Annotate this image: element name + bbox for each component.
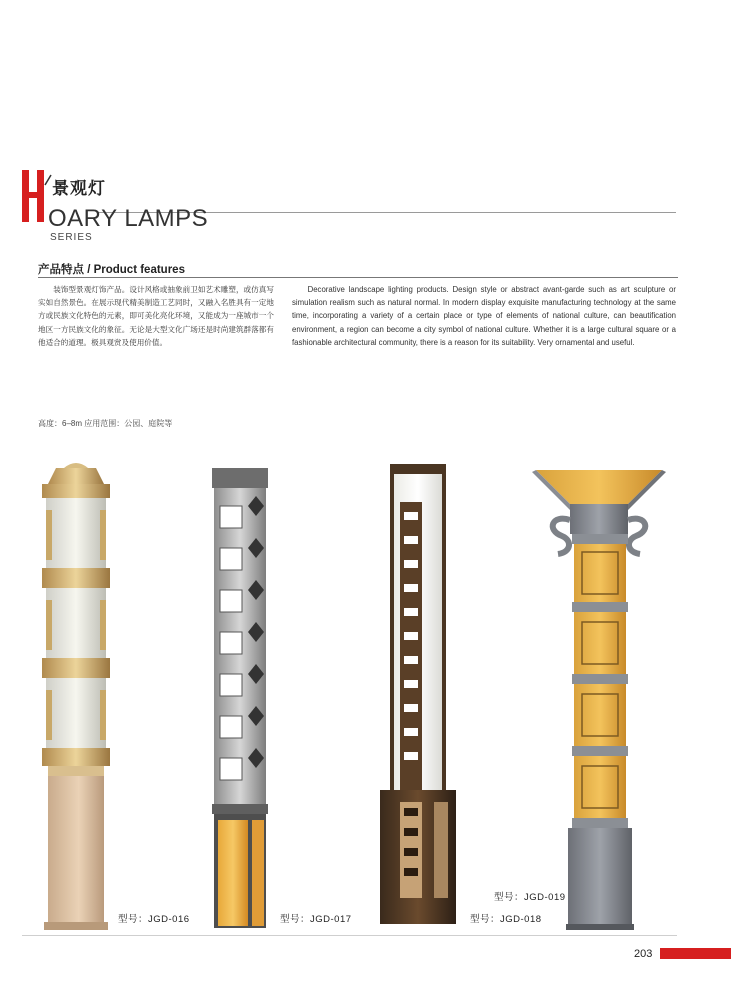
spec-line: 高度：6–8m 应用范围：公园、庭院等 bbox=[38, 419, 173, 428]
page-number: 203 bbox=[634, 948, 653, 960]
lamp-jgd-019-image bbox=[532, 460, 672, 932]
lamp-model-label: 型号：JGD-018 bbox=[470, 914, 542, 925]
section-subtitle: SERIES bbox=[50, 232, 93, 243]
page-accent-bar bbox=[660, 948, 731, 959]
section-title-en: OARY LAMPS bbox=[48, 205, 209, 232]
lamp-jgd-018-image bbox=[378, 462, 462, 926]
section-title-zh: 景观灯 bbox=[52, 179, 106, 198]
footer-divider bbox=[22, 935, 677, 936]
lamp-jgd-017-image bbox=[208, 466, 272, 932]
lamp-model-label: 型号：JGD-017 bbox=[280, 914, 352, 925]
features-text-zh: 装饰型景观灯饰产品。设计风格或抽象前卫如艺术雕塑，或仿真写实如自然景色。在展示现代精美制造工艺同时，又融入名胜具有一定地方或民族文化特色的元素，即可美化亮化环境，又能成为一座城市一个地区一方民族文化的象征。无论是大型文化广场还是时尚建筑群落都有他适合的道理。极具观赏及使用价值。 bbox=[38, 285, 274, 347]
features-text-en: Decorative landscape lighting products. Design style or abstract avant-garde such as art sculpture or simulation realism such as natural normal. In modern display exquisite manufacturing technology at the same time, incorporating a variety of a certain place or type of elements of national culture, can beautification environment, a region can become a city symbol of national culture. Whether it is a large cultural square or a fashionable architectural community, there is a reason for its suitability. Very ornamental and useful. bbox=[292, 285, 676, 347]
features-heading: 产品特点 / Product features bbox=[38, 264, 185, 276]
lamp-model-label: 型号：JGD-019 bbox=[494, 892, 566, 903]
lamp-model-label: 型号：JGD-016 bbox=[118, 914, 190, 925]
lamp-jgd-016-image bbox=[34, 460, 118, 930]
features-divider bbox=[38, 277, 678, 278]
